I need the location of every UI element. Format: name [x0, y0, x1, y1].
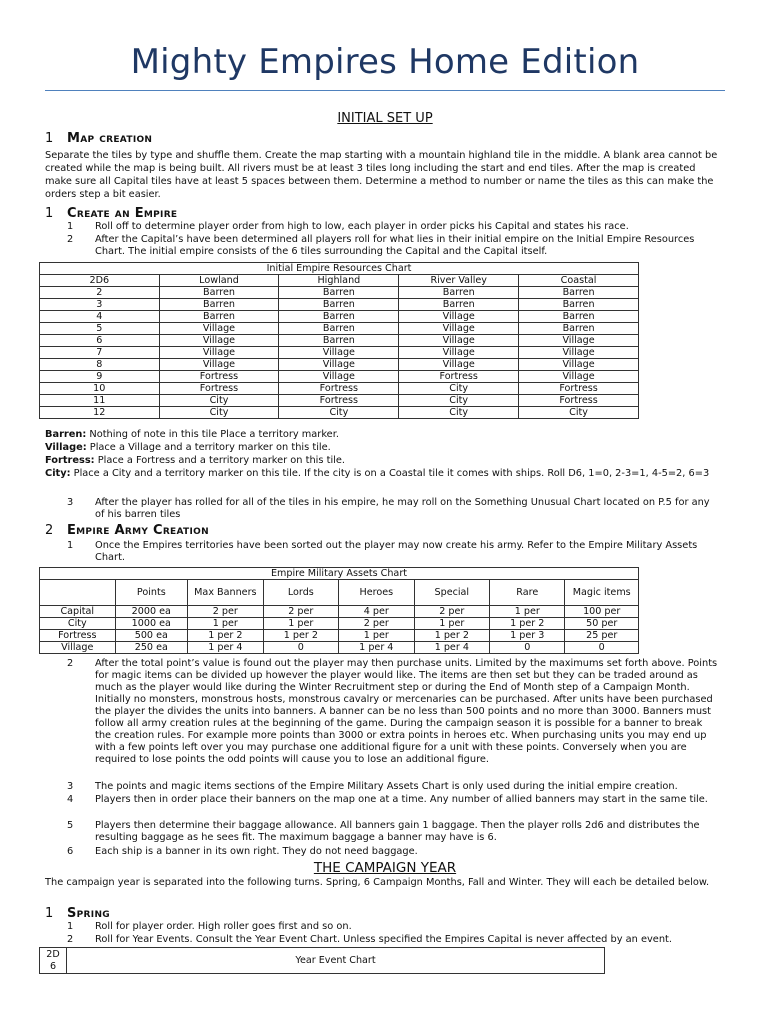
table-cell: Village: [519, 359, 639, 371]
table-row: [40, 606, 639, 618]
table-row: [40, 371, 639, 383]
list-text: Roll for Year Events. Consult the Year Event Chart. Unless specified the Empires Capital is never affected by an event.: [95, 934, 672, 945]
heading-text: Empire Army Creation: [67, 523, 209, 538]
table-cell: Village: [399, 359, 519, 371]
table-cell: Village: [399, 347, 519, 359]
column-header: Highland: [279, 275, 399, 287]
table-cell: City: [399, 407, 519, 419]
table-cell: 0: [490, 642, 565, 654]
table-cell: 1 per 3: [490, 630, 565, 642]
heading-number: 1: [45, 906, 54, 921]
list-item: [67, 658, 722, 766]
list-number: 4: [67, 794, 74, 805]
definition-text: Place a City and a territory marker on this tile. If the city is on a Coastal tile it comes with ships. Roll D6, 1=0, 2-3=1, 4-5=2, 6=3: [70, 468, 710, 479]
list-number: 1: [67, 540, 74, 551]
table-cell: 2 per: [188, 606, 264, 618]
list-number: 3: [67, 497, 74, 508]
table-cell: 1 per 2: [414, 630, 490, 642]
table-cell: Village: [399, 311, 519, 323]
table-cell: Fortress: [519, 383, 639, 395]
column-header: Coastal: [519, 275, 639, 287]
definition-village: [45, 441, 725, 454]
table-cell: Village: [279, 347, 399, 359]
list-item: [67, 234, 722, 258]
campaign-year-heading: THE CAMPAIGN YEAR: [313, 860, 457, 876]
table-row: [40, 299, 639, 311]
table-cell: 500 ea: [115, 630, 187, 642]
table-cell: Village: [519, 335, 639, 347]
table-cell: 25 per: [565, 630, 639, 642]
table-cell: 250 ea: [115, 642, 187, 654]
row-header: Village: [40, 642, 116, 654]
table-row: [40, 642, 639, 654]
table-cell: Barren: [279, 323, 399, 335]
table-cell: 1 per: [188, 618, 264, 630]
heading-number: 1: [45, 206, 54, 221]
table-cell: Village: [159, 347, 279, 359]
table-cell: 3: [40, 299, 160, 311]
definition-term: City:: [45, 468, 71, 479]
table-cell: 2000 ea: [115, 606, 187, 618]
table-row: [40, 618, 639, 630]
column-header: Lowland: [159, 275, 279, 287]
table-cell: Barren: [519, 287, 639, 299]
table-cell: Barren: [399, 299, 519, 311]
table-cell: Barren: [159, 299, 279, 311]
table-cell: Village: [279, 359, 399, 371]
table-cell: 10: [40, 383, 160, 395]
create-empire-heading: [45, 206, 177, 221]
heading-text: Map creation: [67, 131, 153, 146]
list-item: [67, 794, 722, 806]
year-event-col1: [40, 948, 67, 974]
table-row: [40, 383, 639, 395]
list-text: Roll off to determine player order from high to low, each player in order picks his Capital and states his race.: [95, 221, 629, 232]
list-text: Players then determine their baggage allowance. All banners gain 1 baggage. Then the player rolls 2d6 and distributes the resulting baggage as he sees fit. The maximum baggage a banner may have is 6.: [95, 820, 700, 843]
list-number: 2: [67, 934, 74, 945]
table-row: [40, 323, 639, 335]
table-cell: 1 per 2: [188, 630, 264, 642]
table-cell: 4: [40, 311, 160, 323]
table-cell: 1 per 4: [188, 642, 264, 654]
list-number: 1: [67, 221, 74, 232]
definition-term: Barren:: [45, 429, 87, 440]
list-text: After the player has rolled for all of the tiles in his empire, he may roll on the Something Unusual Chart located on P.5 for any of his barren tiles: [95, 497, 710, 520]
table-cell: 1 per: [490, 606, 565, 618]
list-text: Players then in order place their banners on the map one at a time. Any number of allied banners may start in the same tile.: [95, 794, 708, 805]
table-cell: Barren: [519, 311, 639, 323]
table-cell: Barren: [519, 299, 639, 311]
list-item: [67, 781, 722, 793]
table-header-row: [40, 580, 639, 606]
initial-setup-heading: INITIAL SET UP: [337, 111, 433, 126]
table-cell: 1 per 2: [490, 618, 565, 630]
heading-text: Create an Empire: [67, 206, 178, 221]
table-cell: City: [399, 395, 519, 407]
column-header: Rare: [490, 580, 565, 606]
list-text: Each ship is a banner in its own right. They do not need baggage.: [95, 846, 418, 857]
year-event-col1-line2: 6: [49, 960, 57, 972]
table-header-row: [40, 275, 639, 287]
table-cell: 2: [40, 287, 160, 299]
document-title: Mighty Empires Home Edition: [130, 42, 640, 82]
table-row: [40, 335, 639, 347]
column-header: Special: [414, 580, 490, 606]
column-header: [40, 580, 116, 606]
table-cell: Barren: [279, 311, 399, 323]
table-cell: 5: [40, 323, 160, 335]
table-cell: 50 per: [565, 618, 639, 630]
heading-number: 1: [45, 131, 54, 146]
table-cell: Barren: [159, 311, 279, 323]
list-number: 2: [67, 658, 74, 669]
spring-heading: [45, 906, 110, 921]
list-number: 1: [67, 921, 74, 932]
table-cell: 100 per: [565, 606, 639, 618]
list-item: [67, 846, 722, 858]
table-cell: Village: [159, 335, 279, 347]
table-cell: 2 per: [263, 606, 338, 618]
table-cell: 11: [40, 395, 160, 407]
table-cell: Fortress: [159, 371, 279, 383]
year-event-col1-line1: 2D: [46, 948, 60, 960]
list-number: 3: [67, 781, 74, 792]
table-cell: 1 per: [339, 630, 415, 642]
list-number: 2: [67, 234, 74, 245]
definition-term: Fortress:: [45, 455, 95, 466]
table-cell: Village: [399, 323, 519, 335]
table-cell: 2 per: [414, 606, 490, 618]
column-header: Heroes: [339, 580, 415, 606]
column-header: Max Banners: [188, 580, 264, 606]
table-cell: 6: [40, 335, 160, 347]
list-text: Once the Empires territories have been sorted out the player may now create his army. Refer to the Empire Military Assets Chart.: [95, 540, 698, 563]
table-cell: 1 per: [263, 618, 338, 630]
table-row: [40, 347, 639, 359]
table-cell: 0: [565, 642, 639, 654]
table-cell: Village: [159, 323, 279, 335]
campaign-year-paragraph: The campaign year is separated into the following turns. Spring, 6 Campaign Months, Fall and Winter. They will each be detailed below.: [45, 877, 710, 888]
map-creation-paragraph: Separate the tiles by type and shuffle them. Create the map starting with a mountain highland tile in the middle. A blank area cannot be created while the map is being built. All rivers must be at least 3 tiles long including the start and end tiles. After the map is created make sure all Capital tiles have at least 5 spaces between them. Determine a method to number or name the tiles as this can make the orders step a bit easier.: [45, 150, 718, 200]
table-cell: 2 per: [339, 618, 415, 630]
definition-fortress: [45, 454, 725, 467]
column-header: Magic items: [565, 580, 639, 606]
table-row: [40, 359, 639, 371]
table-cell: City: [159, 407, 279, 419]
resources-chart-table: [39, 262, 639, 419]
table-cell: Fortress: [519, 395, 639, 407]
table-cell: Barren: [399, 287, 519, 299]
table-cell: Barren: [279, 335, 399, 347]
table-cell: 1 per: [414, 618, 490, 630]
definition-barren: [45, 428, 725, 441]
table-title: Initial Empire Resources Chart: [40, 263, 639, 275]
row-header: Fortress: [40, 630, 116, 642]
table-cell: 1 per 2: [263, 630, 338, 642]
table-cell: Village: [519, 371, 639, 383]
table-cell: Barren: [159, 287, 279, 299]
definition-city: [45, 467, 725, 480]
table-cell: 9: [40, 371, 160, 383]
army-creation-heading: [45, 523, 209, 538]
table-cell: Village: [159, 359, 279, 371]
definition-text: Place a Village and a territory marker on this tile.: [86, 442, 331, 453]
table-cell: City: [519, 407, 639, 419]
military-assets-chart-table: [39, 567, 639, 654]
list-text: Roll for player order. High roller goes first and so on.: [95, 921, 352, 932]
title-divider: [45, 90, 725, 91]
table-cell: Barren: [279, 299, 399, 311]
table-cell: 8: [40, 359, 160, 371]
table-row: [40, 395, 639, 407]
column-header: 2D6: [40, 275, 160, 287]
list-item: [67, 820, 722, 844]
table-cell: 7: [40, 347, 160, 359]
table-title: Empire Military Assets Chart: [40, 568, 639, 580]
list-item: [67, 497, 722, 521]
table-cell: Barren: [279, 287, 399, 299]
table-cell: 1000 ea: [115, 618, 187, 630]
definition-text: Place a Fortress and a territory marker on this tile.: [94, 455, 346, 466]
table-cell: Fortress: [279, 395, 399, 407]
list-text: After the total point’s value is found out the player may then purchase units. Limited by the maximums set forth above. Points for magic items can be divided up however the player would like. The items are then set but they can be traded around as much as the player would like during the Winter Recruitment step or during the End of Month step of a Campaign Month. Initially no monsters, monstrous hosts, monstrous cavalry or mercenaries can be purchased. After units have been purchased the player the divides the units into banners. A banner can be no less than 500 points and no more than 3000. Banners must follow all army creation rules at the beginning of the game. During the campaign season it is possible for a banner to break the creation rules. For example more points than 3000 or extra points in heroes etc. When purchasing units you may end up with a few points left over you may purchase one additional figure for a unit with these points. Conversely when you are required to lose points the odd points will cause you to lose an additional figure.: [95, 658, 718, 765]
table-title: Year Event Chart: [67, 948, 605, 974]
table-cell: Fortress: [159, 383, 279, 395]
table-row: [40, 630, 639, 642]
heading-number: 2: [45, 523, 54, 538]
table-cell: City: [279, 407, 399, 419]
year-event-chart-table: [39, 947, 605, 974]
list-item: [67, 540, 722, 564]
list-item: [67, 221, 722, 233]
map-creation-heading: [45, 131, 152, 146]
table-cell: Village: [279, 371, 399, 383]
table-cell: Village: [519, 347, 639, 359]
heading-text: Spring: [67, 906, 110, 921]
table-row: [40, 311, 639, 323]
definition-term: Village:: [45, 442, 87, 453]
column-header: Lords: [263, 580, 338, 606]
list-text: After the Capital’s have been determined all players roll for what lies in their initial empire on the Initial Empire Resources Chart. The initial empire consists of the 6 tiles surrounding the Capital and the Capital itself.: [95, 234, 695, 257]
table-cell: 12: [40, 407, 160, 419]
column-header: Points: [115, 580, 187, 606]
table-row: [40, 407, 639, 419]
list-number: 5: [67, 820, 74, 831]
definition-text: Nothing of note in this tile Place a territory marker.: [86, 429, 339, 440]
table-cell: Barren: [519, 323, 639, 335]
table-cell: 1 per 4: [414, 642, 490, 654]
table-cell: Fortress: [279, 383, 399, 395]
list-item: [67, 934, 722, 946]
table-cell: Village: [399, 335, 519, 347]
table-cell: Fortress: [399, 371, 519, 383]
table-cell: 0: [263, 642, 338, 654]
list-text: The points and magic items sections of the Empire Military Assets Chart is only used during the initial empire creation.: [95, 781, 678, 792]
table-cell: 1 per 4: [339, 642, 415, 654]
row-header: Capital: [40, 606, 116, 618]
list-item: [67, 921, 722, 933]
tile-definitions: [45, 428, 725, 480]
table-cell: 4 per: [339, 606, 415, 618]
table-row: [40, 287, 639, 299]
list-number: 6: [67, 846, 74, 857]
table-cell: City: [159, 395, 279, 407]
column-header: River Valley: [399, 275, 519, 287]
table-cell: City: [399, 383, 519, 395]
row-header: City: [40, 618, 116, 630]
